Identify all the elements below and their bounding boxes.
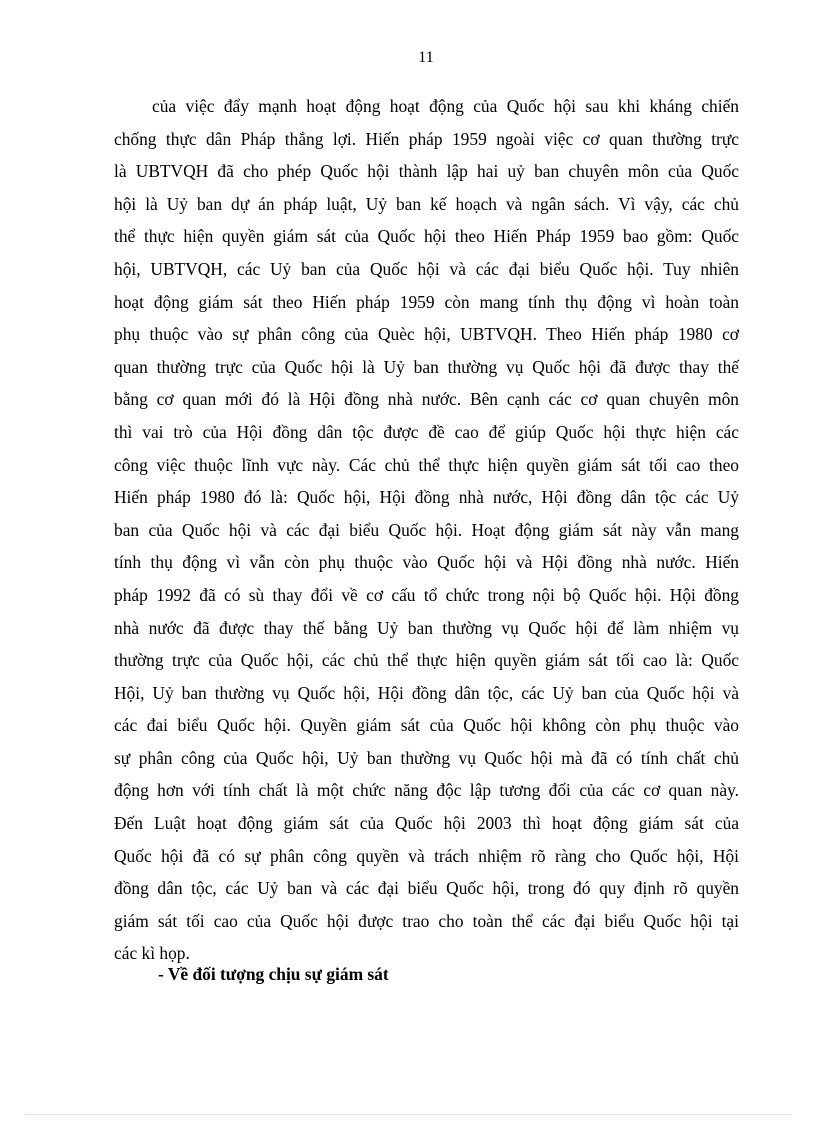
paragraph-line: các đai biểu Quốc hội. Quyền giám sát của Quốc hội không còn phụ thuộc vào: [114, 715, 739, 736]
paragraph-line: quan thường trực của Quốc hội là Uỷ ban thường vụ Quốc hội đã được thay thế: [114, 356, 739, 377]
paragraph-line: các kì họp.: [114, 943, 190, 964]
paragraph-line: hội là Uỷ ban dự án pháp luật, Uỷ ban kế hoạch và ngân sách. Vì vậy, các chủ: [114, 193, 739, 214]
paragraph-line: công việc thuộc lĩnh vực này. Các chủ thể thực hiện quyền giám sát tối cao theo: [114, 454, 739, 475]
paragraph-line: Hiến pháp 1980 đó là: Quốc hội, Hội đồng nhà nước, Hội đồng dân tộc các Uỷ: [114, 487, 739, 508]
paragraph-line: là UBTVQH đã cho phép Quốc hội thành lập hai uỷ ban chuyên môn của Quốc: [114, 161, 739, 182]
paragraph-line: của việc đẩy mạnh hoạt động hoạt động của Quốc hội sau khi kháng chiến: [152, 96, 739, 116]
paragraph-line: đồng dân tộc, các Uỷ ban và các đại biểu Quốc hội, trong đó quy định rõ quyền: [114, 878, 739, 899]
paragraph-line: Quốc hội đã có sự phân công quyền và trách nhiệm rõ ràng cho Quốc hội, Hội: [114, 845, 739, 866]
page-number: 11: [418, 49, 434, 66]
paragraph-line: nhà nước đã được thay thế bằng Uỷ ban thường vụ Quốc hội để làm nhiệm vụ: [114, 617, 739, 638]
paragraph-line: thể thực hiện quyền giám sát của Quốc hội theo Hiến Pháp 1959 bao gồm: Quốc: [114, 226, 739, 247]
paragraph-line: hoạt động giám sát theo Hiến pháp 1959 còn mang tính thụ động vì hoàn toàn: [114, 291, 739, 312]
paragraph-line: động hơn với tính chất là một chức năng độc lập tương đối của các cơ quan này.: [114, 780, 739, 801]
paragraph-line: Hội, Uỷ ban thường vụ Quốc hội, Hội đồng dân tộc, các Uỷ ban của Quốc hội và: [114, 682, 739, 703]
page-bottom-divider: [24, 1114, 792, 1115]
paragraph-line: pháp 1992 đã có sù thay đổi về cơ cấu tổ chức trong nội bộ Quốc hội. Hội đồng: [114, 584, 739, 605]
paragraph-line: hội, UBTVQH, các Uỷ ban của Quốc hội và các đại biểu Quốc hội. Tuy nhiên: [114, 258, 739, 279]
paragraph-line: tính thụ động vì vẫn còn phụ thuộc vào Quốc hội và Hội đồng nhà nước. Hiến: [114, 552, 739, 573]
paragraph-line: chống thực dân Pháp thắng lợi. Hiến pháp 1959 ngoài việc cơ quan thường trực: [114, 128, 739, 149]
paragraph-line: phụ thuộc vào sự phân công của Quèc hội, UBTVQH. Theo Hiến pháp 1980 cơ: [114, 324, 739, 345]
body-paragraph: [114, 90, 739, 970]
section-subheading: - Về đối tượng chịu sự giám sát: [158, 964, 389, 984]
paragraph-line: bằng cơ quan mới đó là Hội đồng nhà nước. Bên cạnh các cơ quan chuyên môn: [114, 389, 739, 410]
paragraph-line: giám sát tối cao của Quốc hội được trao cho toàn thể các đại biểu Quốc hội tại: [114, 910, 739, 931]
paragraph-line: thì vai trò của Hội đồng dân tộc được đề cao để giúp Quốc hội thực hiện các: [114, 421, 739, 442]
paragraph-line: thường trực của Quốc hội, các chủ thể thực hiện quyền giám sát tối cao là: Quốc: [114, 650, 739, 671]
paragraph-line: ban của Quốc hội và các đại biểu Quốc hội. Hoạt động giám sát này vẫn mang: [114, 519, 739, 540]
paragraph-line: Đến Luật hoạt động giám sát của Quốc hội 2003 thì hoạt động giám sát của: [114, 813, 739, 834]
paragraph-line: sự phân công của Quốc hội, Uỷ ban thường vụ Quốc hội mà đã có tính chất chủ: [114, 747, 739, 768]
